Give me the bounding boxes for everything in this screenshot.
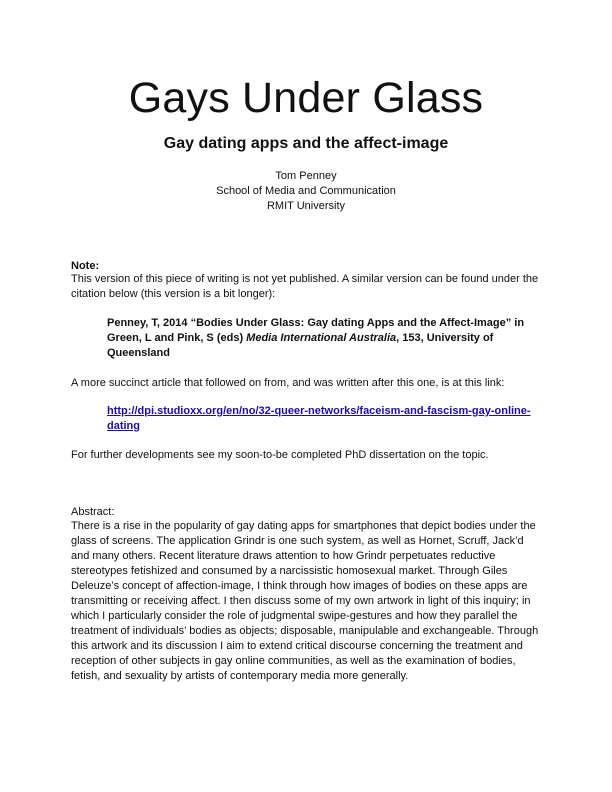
citation-details: , 153, University of Queensland — [107, 332, 494, 359]
author-school: School of Media and Communication — [216, 185, 396, 197]
abstract-label: Abstract: — [71, 506, 115, 518]
note-label: Note: — [71, 260, 100, 272]
author-block — [0, 169, 612, 214]
article-link[interactable]: http://dpi.studioxx.org/en/no/32-queer-networks/faceism-and-fascism-gay-online-dating — [107, 405, 531, 432]
document-subtitle: Gay dating apps and the affect-image — [163, 135, 449, 152]
citation-authors: Penney, T, 2014 “Bodies Under Glass: Gay dating Apps and the Affect-Image” in Green, L and Pink, S (eds) — [107, 317, 525, 344]
succinct-article-text: A more succinct article that followed on from, and was written after this one, is at this link: — [71, 377, 505, 389]
author-name: Tom Penney — [275, 170, 337, 182]
further-developments-text: For further developments see my soon-to-be completed PhD dissertation on the topic. — [71, 449, 489, 461]
abstract-text: There is a rise in the popularity of gay dating apps for smartphones that depict bodies under the glass of screens. The application Grindr is one such system, as well as Hornet, Scruff, Jack’d and many others. Recent literature draws attention to how Grindr perpetuates reductive stereotypes fetishized and consumed by a narcissistic homosexual market. Through Giles Deleuze’s concept of affection-image, I think through how images of bodies on these apps are transmitting or receiving affect. I then discuss some of my own artwork in light of this inquiry; in which I particularly consider the role of judgmental swipe-gestures and how they parallel the treatment of individuals’ bodies as objects; disposable, manipulable and exchangeable. Through this artwork and its discussion I aim to extend critical discourse concerning the treatment and reception of other subjects in gay online communities, as well as the examination of bodies, fetish, and sexuality by artists of contemporary media more generally. — [71, 520, 539, 682]
note-text: This version of this piece of writing is not yet published. A similar version can be found under the citation below (this version is a bit longer): — [71, 273, 539, 300]
author-university: RMIT University — [266, 200, 346, 212]
citation-journal: Media International Australia — [246, 332, 397, 344]
citation — [107, 316, 532, 361]
document-title: Gays Under Glass — [128, 74, 484, 122]
